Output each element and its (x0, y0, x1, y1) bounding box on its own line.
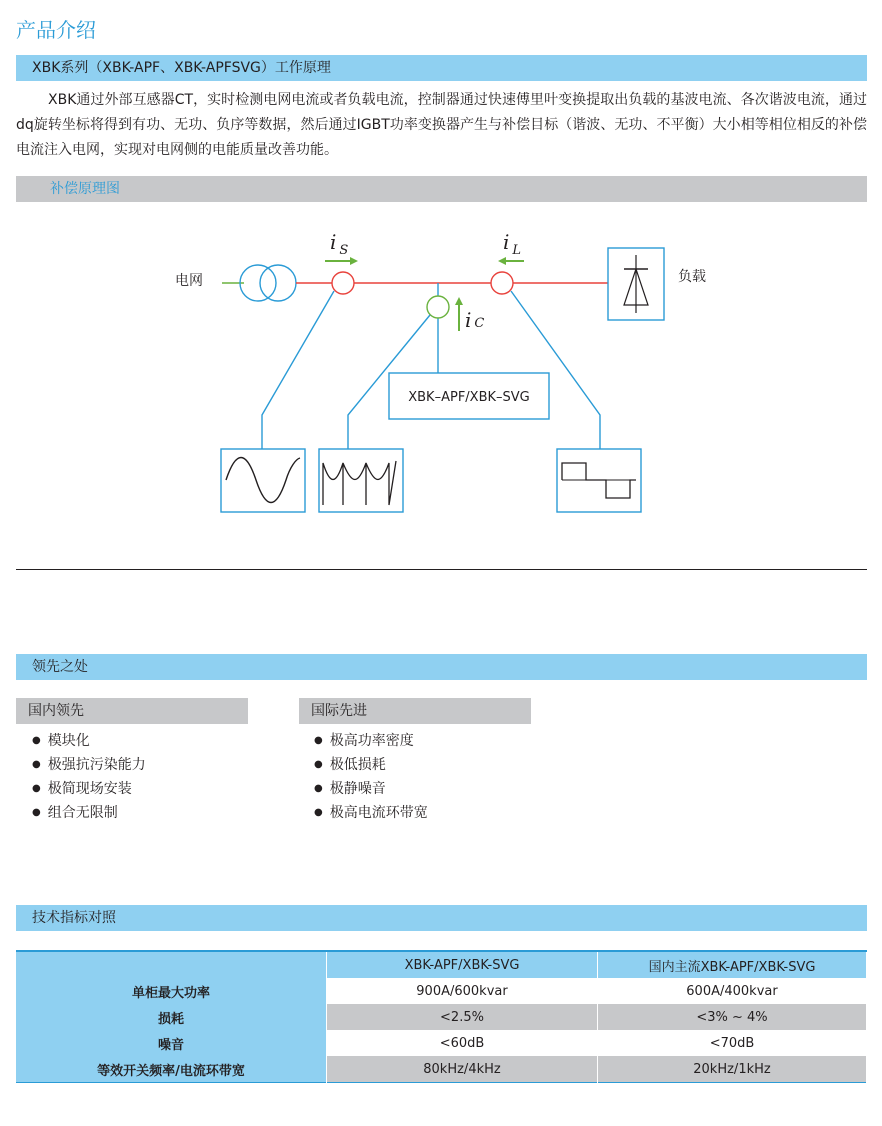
row-label: 损耗 (16, 1004, 327, 1030)
international-list (314, 729, 428, 825)
table-header-cell: XBK-APF/XBK-SVG (327, 951, 598, 978)
list-item: ● 组合无限制 (32, 801, 146, 825)
list-item: ● 极强抗污染能力 (32, 753, 146, 777)
list-item: ● 极高电流环带宽 (314, 801, 428, 825)
ct-source (332, 272, 354, 294)
grid-label: 电网 (175, 273, 203, 289)
table-row (16, 1056, 867, 1083)
diagram-heading: 补偿原理图 (16, 176, 867, 202)
waveform-comp-box (319, 449, 403, 512)
table-cell: <70dB (598, 1030, 867, 1056)
row-label: 噪音 (16, 1030, 327, 1056)
table-row (16, 978, 867, 1004)
international-heading: 国际先进 (299, 698, 531, 724)
table-cell: 900A/600kvar (327, 978, 598, 1004)
specs-heading: 技术指标对照 (16, 905, 867, 931)
compensation-diagram (0, 205, 882, 535)
table-cell: <2.5% (327, 1004, 598, 1030)
list-item: ● 极简现场安装 (32, 777, 146, 801)
domestic-heading: 国内领先 (16, 698, 248, 724)
transformer-coil-left (240, 265, 276, 301)
table-cell: 600A/400kvar (598, 978, 867, 1004)
principle-heading: XBK系列（XBK-APF、XBK-APFSVG）工作原理 (16, 55, 867, 81)
list-item: ● 极高功率密度 (314, 729, 428, 753)
row-label: 单柜最大功率 (16, 978, 327, 1004)
load-label: 负载 (678, 269, 706, 285)
wire-source-waveform (262, 291, 334, 449)
table-header-cell (16, 951, 327, 978)
ct-compensation (427, 296, 449, 318)
waveform-sine-box (221, 449, 305, 512)
is-arrow-head (350, 257, 358, 265)
principle-body: XBK通过外部互感器CT，实时检测电网电流或者负载电流，控制器通过快速傅里叶变换提取出负载的基波电流、各次谐波电流，通过dq旋转坐标将得到有功、无功、负序等数据，然后通过IGBT功率变换器产生与补偿目标（谐波、无功、不平衡）大小相等相位相反的补偿电流注入电网，实现对电网侧的电能质量改善功能。 (16, 92, 867, 158)
ic-arrow-head (455, 297, 463, 305)
list-item: ● 极静噪音 (314, 777, 428, 801)
row-label: 等效开关频率/电流环带宽 (16, 1056, 327, 1083)
table-cell: 20kHz/1kHz (598, 1056, 867, 1083)
table-cell: 80kHz/4kHz (327, 1056, 598, 1083)
ct-load (491, 272, 513, 294)
ic-label: i C (465, 308, 485, 332)
table-cell: <60dB (327, 1030, 598, 1056)
domestic-list (32, 729, 146, 825)
table-row (16, 1030, 867, 1056)
table-header-cell: 国内主流XBK-APF/XBK-SVG (598, 951, 867, 978)
specs-table (16, 950, 867, 1083)
table-cell: <3% ~ 4% (598, 1004, 867, 1030)
il-label: i $_L$ (503, 230, 522, 258)
list-item: ● 极低损耗 (314, 753, 428, 777)
section-divider (16, 569, 867, 570)
device-label: XBK–APF/XBK–SVG (408, 390, 530, 405)
page-title: 产品介绍 (16, 18, 96, 42)
wire-load-waveform (511, 291, 600, 449)
table-row (16, 1004, 867, 1030)
is-label: i $_S$ (330, 230, 349, 258)
transformer-coil-right (260, 265, 296, 301)
list-item: ● 模块化 (32, 729, 146, 753)
advantages-heading: 领先之处 (16, 654, 867, 680)
table-header-row (16, 951, 867, 978)
il-arrow-head (498, 257, 506, 265)
